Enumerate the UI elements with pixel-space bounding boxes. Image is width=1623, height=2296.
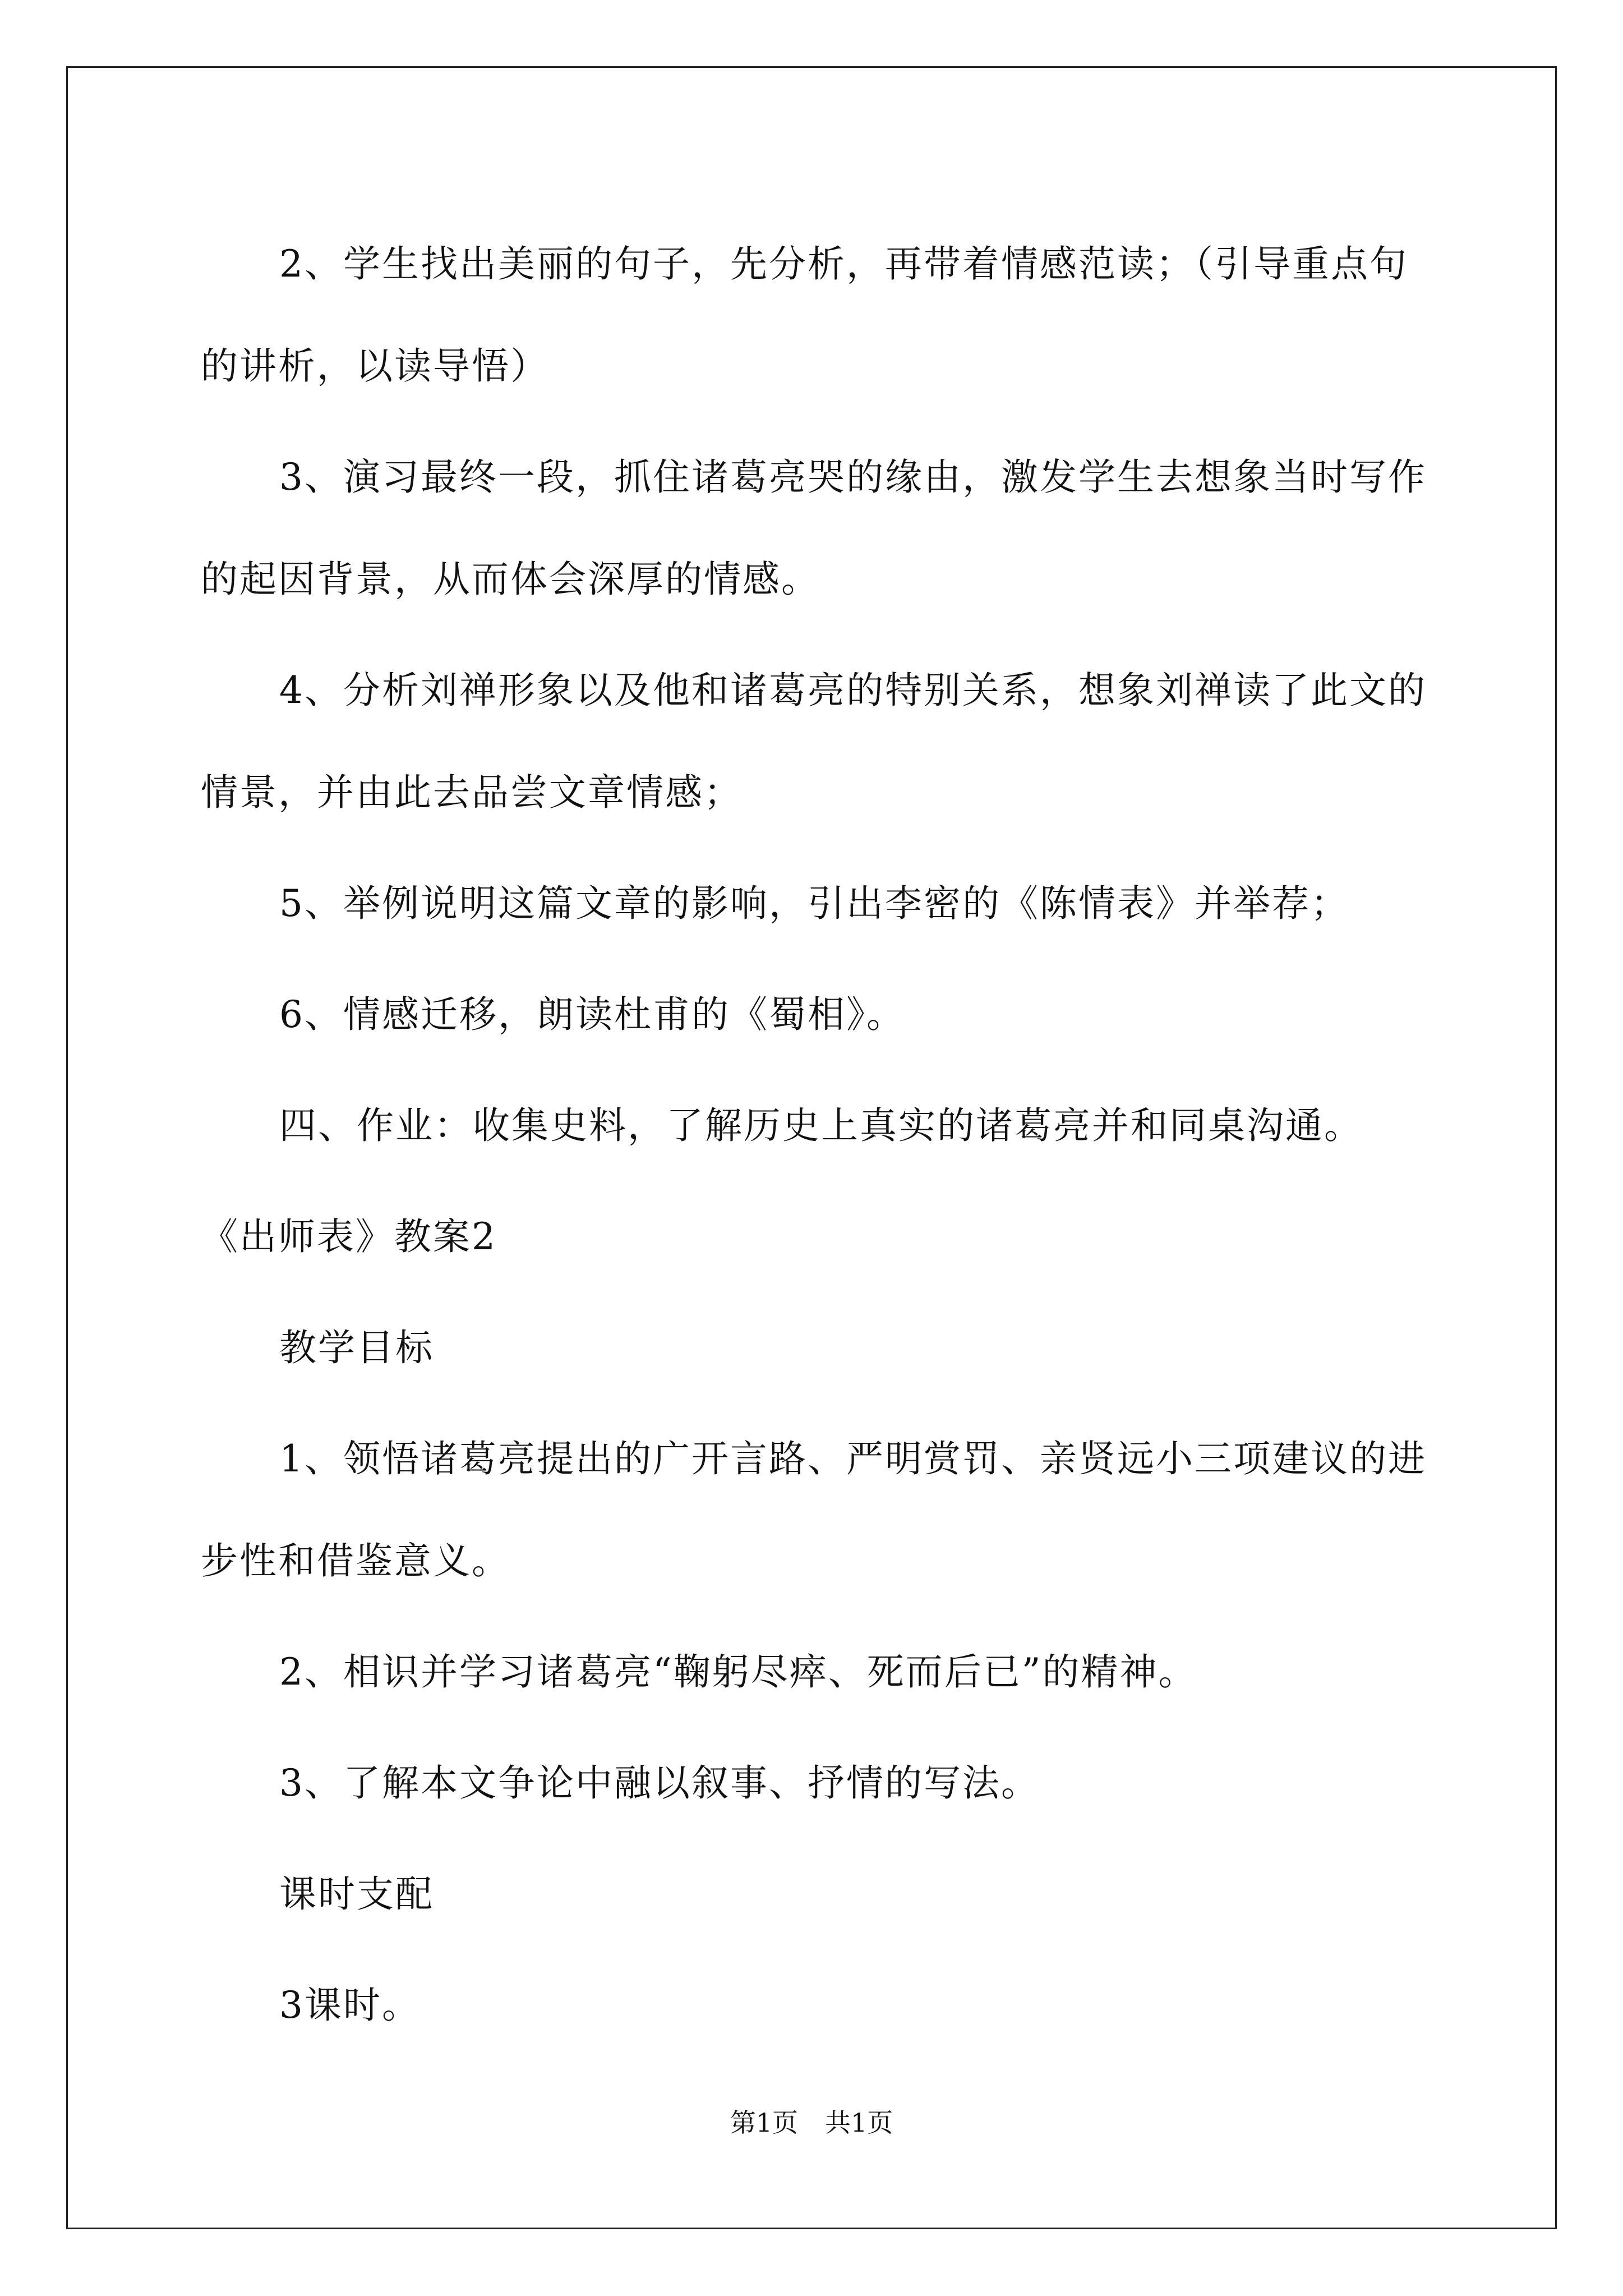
- section-heading: 《出师表》教案2: [201, 1215, 497, 1258]
- page-number: 第1页: [730, 2108, 798, 2138]
- paragraph: 3课时。: [279, 1984, 421, 2027]
- page-total: 共1页: [825, 2108, 893, 2138]
- paragraph: 4、分析刘禅形象以及他和诸葛亮的特别关系，想象刘禅读了此文的情景，并由此去品尝文章情感；: [201, 669, 1427, 814]
- paragraph: 1、领悟诸葛亮提出的广开言路、严明赏罚、亲贤远小三项建议的进步性和借鉴意义。: [201, 1437, 1427, 1582]
- paragraph: 2、相识并学习诸葛亮“鞠躬尽瘁、死而后已”的精神。: [279, 1650, 1197, 1694]
- paragraph: 2、学生找出美丽的句子，先分析，再带着情感范读；（引导重点句的讲析，以读导悟）: [201, 242, 1408, 388]
- paragraph: 6、情感迁移，朗读杜甫的《蜀相》。: [279, 993, 905, 1036]
- paragraph: 四、作业：收集史料，了解历史上真实的诸葛亮并和同桌沟通。: [279, 1104, 1363, 1147]
- paragraph: 3、了解本文争论中融以叙事、抒情的写法。: [279, 1761, 1040, 1805]
- page-footer: [0, 2102, 1623, 2139]
- paragraph: 5、举例说明这篇文章的影响，引出李密的《陈情表》并举荐；: [279, 882, 1349, 925]
- paragraph: 3、演习最终一段，抓住诸葛亮哭的缘由，激发学生去想象当时写作的起因背景，从而体会深厚的情感。: [201, 455, 1427, 601]
- document-body: [201, 213, 1429, 2065]
- subheading: 教学目标: [279, 1326, 434, 1369]
- subheading: 课时支配: [279, 1872, 434, 1916]
